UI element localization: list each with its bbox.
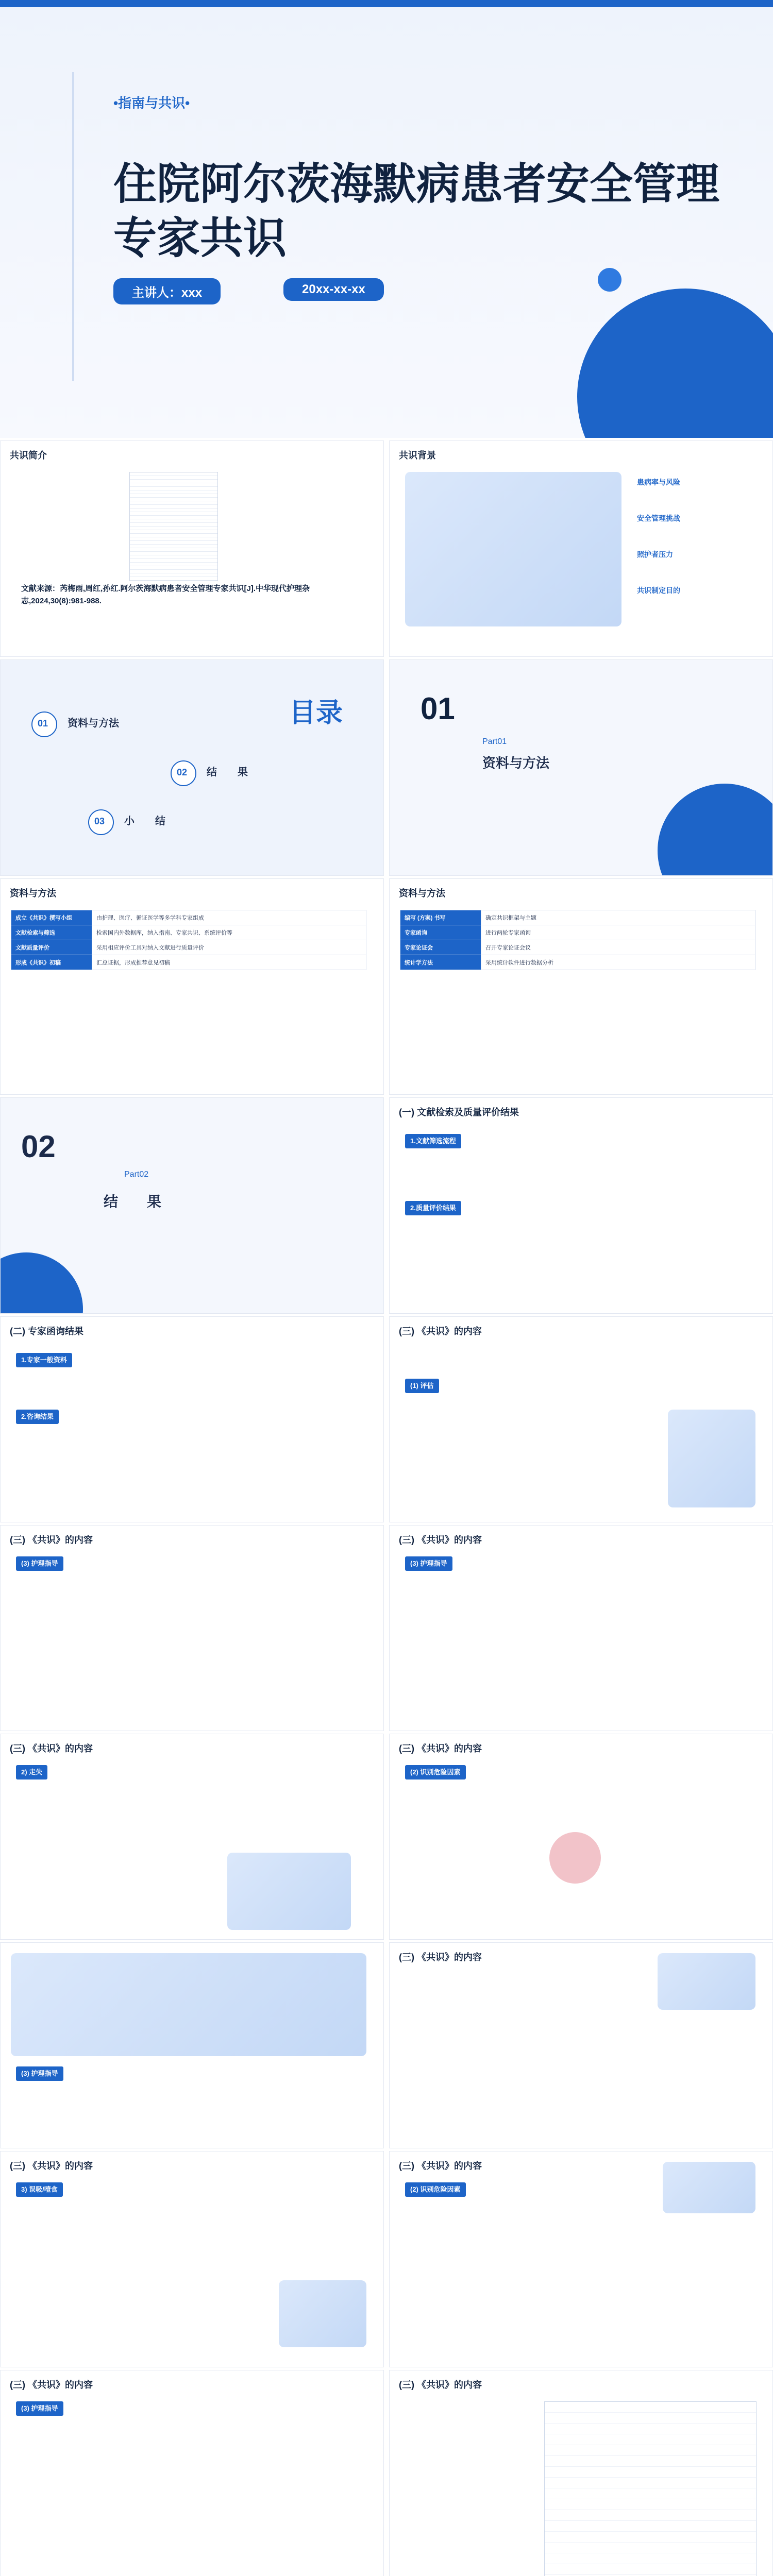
ident-slide-2	[389, 2151, 773, 2367]
intro-slide	[0, 440, 384, 657]
table-row	[400, 925, 755, 940]
results-h1a	[405, 1134, 461, 1148]
results-row-3	[0, 1525, 773, 1731]
results-h3: (三) 《共识》的内容	[10, 2161, 93, 2171]
paper-thumbnail	[129, 472, 218, 581]
sub-heading: 2.咨询结果	[16, 1410, 59, 1424]
sub-heading: 1.专家一般资料	[16, 1353, 72, 1367]
cover-slide	[0, 0, 773, 438]
intro-source: 文献来源：芮梅雨,周红,孙红.阿尔茨海默病患者安全管理专家共识[J].中华现代护理杂志,2024,30(8):981-988.	[21, 584, 310, 605]
data-table-image	[544, 2401, 757, 2576]
elderly-care-illustration	[405, 472, 621, 626]
results-h3: (三) 《共识》的内容	[399, 1326, 482, 1336]
table-row	[400, 910, 755, 925]
virus-illustration	[549, 1832, 601, 1884]
toc-label: 结 果	[207, 767, 248, 778]
toc-slide	[0, 659, 384, 876]
left-line-decoration	[72, 72, 74, 381]
content-care-slide-2	[389, 1525, 773, 1731]
food-illustration	[663, 2162, 755, 2213]
table-row	[11, 940, 366, 955]
table-row	[400, 940, 755, 955]
toc-item-3	[88, 809, 165, 835]
sub-heading: 2) 走失	[16, 1765, 47, 1780]
part02-number: 02	[21, 1129, 56, 1164]
results-row-7	[0, 2370, 773, 2576]
results-row-6	[0, 2151, 773, 2367]
table-key: 专家论证会	[400, 940, 481, 955]
table-key: 编写 (方案) 书写	[400, 910, 481, 925]
results-row-5	[0, 1942, 773, 2148]
toc-num: 03	[94, 816, 105, 827]
results-h2a	[16, 1353, 72, 1367]
toc-num: 02	[177, 767, 188, 778]
part01-number: 01	[421, 691, 455, 726]
part02-title: 结 果	[104, 1194, 162, 1210]
results-h3: (三) 《共识》的内容	[10, 2380, 93, 2390]
part02-circle	[0, 1252, 83, 1314]
results-h2b	[16, 1410, 59, 1424]
background-items	[637, 472, 761, 621]
sub-heading: (3) 护理指导	[16, 2401, 63, 2416]
expert-slide	[0, 1316, 384, 1522]
cover-row	[0, 0, 773, 438]
running-illustration	[658, 1953, 755, 2010]
ward-photo	[11, 1953, 366, 2056]
results-row-4	[0, 1734, 773, 1940]
section-care	[16, 1556, 63, 1571]
sub-heading: (3) 护理指导	[405, 1556, 452, 1571]
content-fall-slide	[389, 1316, 773, 1522]
speaker-label: 主讲人：xxx	[113, 278, 221, 304]
sub-heading: 3) 误吸/噎食	[16, 2182, 63, 2197]
eating-illustration	[279, 2280, 366, 2347]
table-row	[11, 955, 366, 970]
part02-slide	[0, 1097, 384, 1314]
methods-slide-2	[389, 878, 773, 1095]
nurse-illustration	[668, 1410, 755, 1507]
section-wander	[16, 1765, 47, 1780]
results-h1b	[405, 1201, 461, 1215]
toc-label: 小 结	[124, 816, 166, 827]
methods-slide	[0, 878, 384, 1095]
table-key: 统计学方法	[400, 955, 481, 970]
table-value: 进行两轮专家函询	[481, 925, 755, 940]
cover-tag: •指南与共识•	[113, 95, 190, 111]
section-care-2	[405, 1556, 452, 1571]
section-ident-2	[405, 2182, 466, 2197]
methods-table	[11, 910, 366, 970]
table-row	[11, 910, 366, 925]
intro-heading: 共识简介	[10, 450, 47, 461]
table-key: 文献检索与筛选	[11, 925, 92, 940]
table-value: 召开专家论证会议	[481, 940, 755, 955]
section-fall	[405, 1379, 439, 1393]
results-h2: (二) 专家函询结果	[10, 1326, 83, 1336]
results-h3: (三) 《共识》的内容	[10, 1535, 93, 1545]
fall-illustration	[227, 1853, 351, 1930]
section-care-4	[16, 2401, 63, 2416]
methods-heading-2: 资料与方法	[399, 888, 445, 899]
dysphagia-slide	[0, 2151, 384, 2367]
results-h3: (三) 《共识》的内容	[10, 1743, 93, 1754]
results-row-2	[0, 1316, 773, 1522]
table-value: 采用相应评价工具对纳入文献进行质量评价	[92, 940, 366, 955]
sub-heading: 2.质量评价结果	[405, 1201, 461, 1215]
part02-label: Part02	[124, 1170, 149, 1179]
content-slide-6	[389, 1942, 773, 2148]
toc-title: 目录	[289, 698, 343, 728]
bg-item: 安全管理挑战	[637, 514, 680, 522]
content-ident-slide	[389, 1734, 773, 1940]
results-h3: (三) 《共识》的内容	[399, 1535, 482, 1545]
section-dysphagia	[16, 2182, 63, 2197]
cover-title-line2: 专家共识	[113, 214, 287, 262]
sub-heading: 1.文献筛选流程	[405, 1134, 461, 1148]
background-heading: 共识背景	[399, 450, 436, 461]
date-label: 20xx-xx-xx	[283, 278, 384, 301]
cover-circle-decoration	[577, 289, 773, 438]
content-care-slide	[0, 1525, 384, 1731]
ward-slide	[0, 1942, 384, 2148]
table-value: 检索国内外数据库，纳入指南、专家共识、系统评价等	[92, 925, 366, 940]
table-key: 成立《共识》撰写小组	[11, 910, 92, 925]
methods-row	[0, 878, 773, 1095]
table-row	[400, 955, 755, 970]
table-slide	[389, 2370, 773, 2576]
section-ident	[405, 1765, 466, 1780]
methods-table-2	[400, 910, 755, 970]
results-h3: (三) 《共识》的内容	[399, 2161, 482, 2171]
table-key: 专家函询	[400, 925, 481, 940]
results-h3: (三) 《共识》的内容	[399, 1952, 482, 1962]
table-row	[11, 925, 366, 940]
sub-heading: (3) 护理指导	[16, 2066, 63, 2081]
small-circle-decoration	[598, 268, 621, 292]
section-care-3	[16, 2066, 63, 2081]
toc-row	[0, 659, 773, 876]
cover-date-pill	[283, 278, 384, 301]
intro-row	[0, 440, 773, 657]
table-key: 文献质量评价	[11, 940, 92, 955]
part01-title: 资料与方法	[482, 755, 550, 771]
sub-heading: (2) 识别危险因素	[405, 2182, 466, 2197]
text-block	[405, 1155, 745, 1159]
cover-title-line1: 住院阿尔茨海默病患者安全管理	[113, 160, 720, 208]
results-h3: (三) 《共识》的内容	[399, 1743, 482, 1754]
table-value: 汇总证据，形成推荐意见初稿	[92, 955, 366, 970]
table-key: 形成《共识》初稿	[11, 955, 92, 970]
results-h1: (一) 文献检索及质量评价结果	[399, 1107, 519, 1117]
bg-item: 患病率与风险	[637, 478, 680, 486]
part01-circle	[658, 784, 773, 876]
part02-row	[0, 1097, 773, 1314]
top-band	[0, 0, 773, 7]
background-slide	[389, 440, 773, 657]
toc-item-1	[31, 711, 119, 737]
table-value: 确定共识框架与主题	[481, 910, 755, 925]
bg-item: 照护者压力	[637, 550, 673, 558]
sub-heading: (3) 护理指导	[16, 1556, 63, 1571]
part01-slide	[389, 659, 773, 876]
bg-item: 共识制定目的	[637, 586, 680, 595]
results-search-slide	[389, 1097, 773, 1314]
table-value: 由护理、医疗、循证医学等多学科专家组成	[92, 910, 366, 925]
cover-speaker-pill	[113, 278, 221, 304]
toc-num: 01	[38, 718, 48, 729]
care-slide-4	[0, 2370, 384, 2576]
sub-heading: (2) 识别危险因素	[405, 1765, 466, 1780]
methods-heading: 资料与方法	[10, 888, 56, 899]
results-h3: (三) 《共识》的内容	[399, 2380, 482, 2390]
sub-heading: (1) 评估	[405, 1379, 439, 1393]
table-value: 采用统计软件进行数据分析	[481, 955, 755, 970]
part01-label: Part01	[482, 737, 507, 746]
toc-item-2	[171, 760, 248, 786]
content-wander-slide	[0, 1734, 384, 1940]
toc-label: 资料与方法	[68, 718, 120, 730]
